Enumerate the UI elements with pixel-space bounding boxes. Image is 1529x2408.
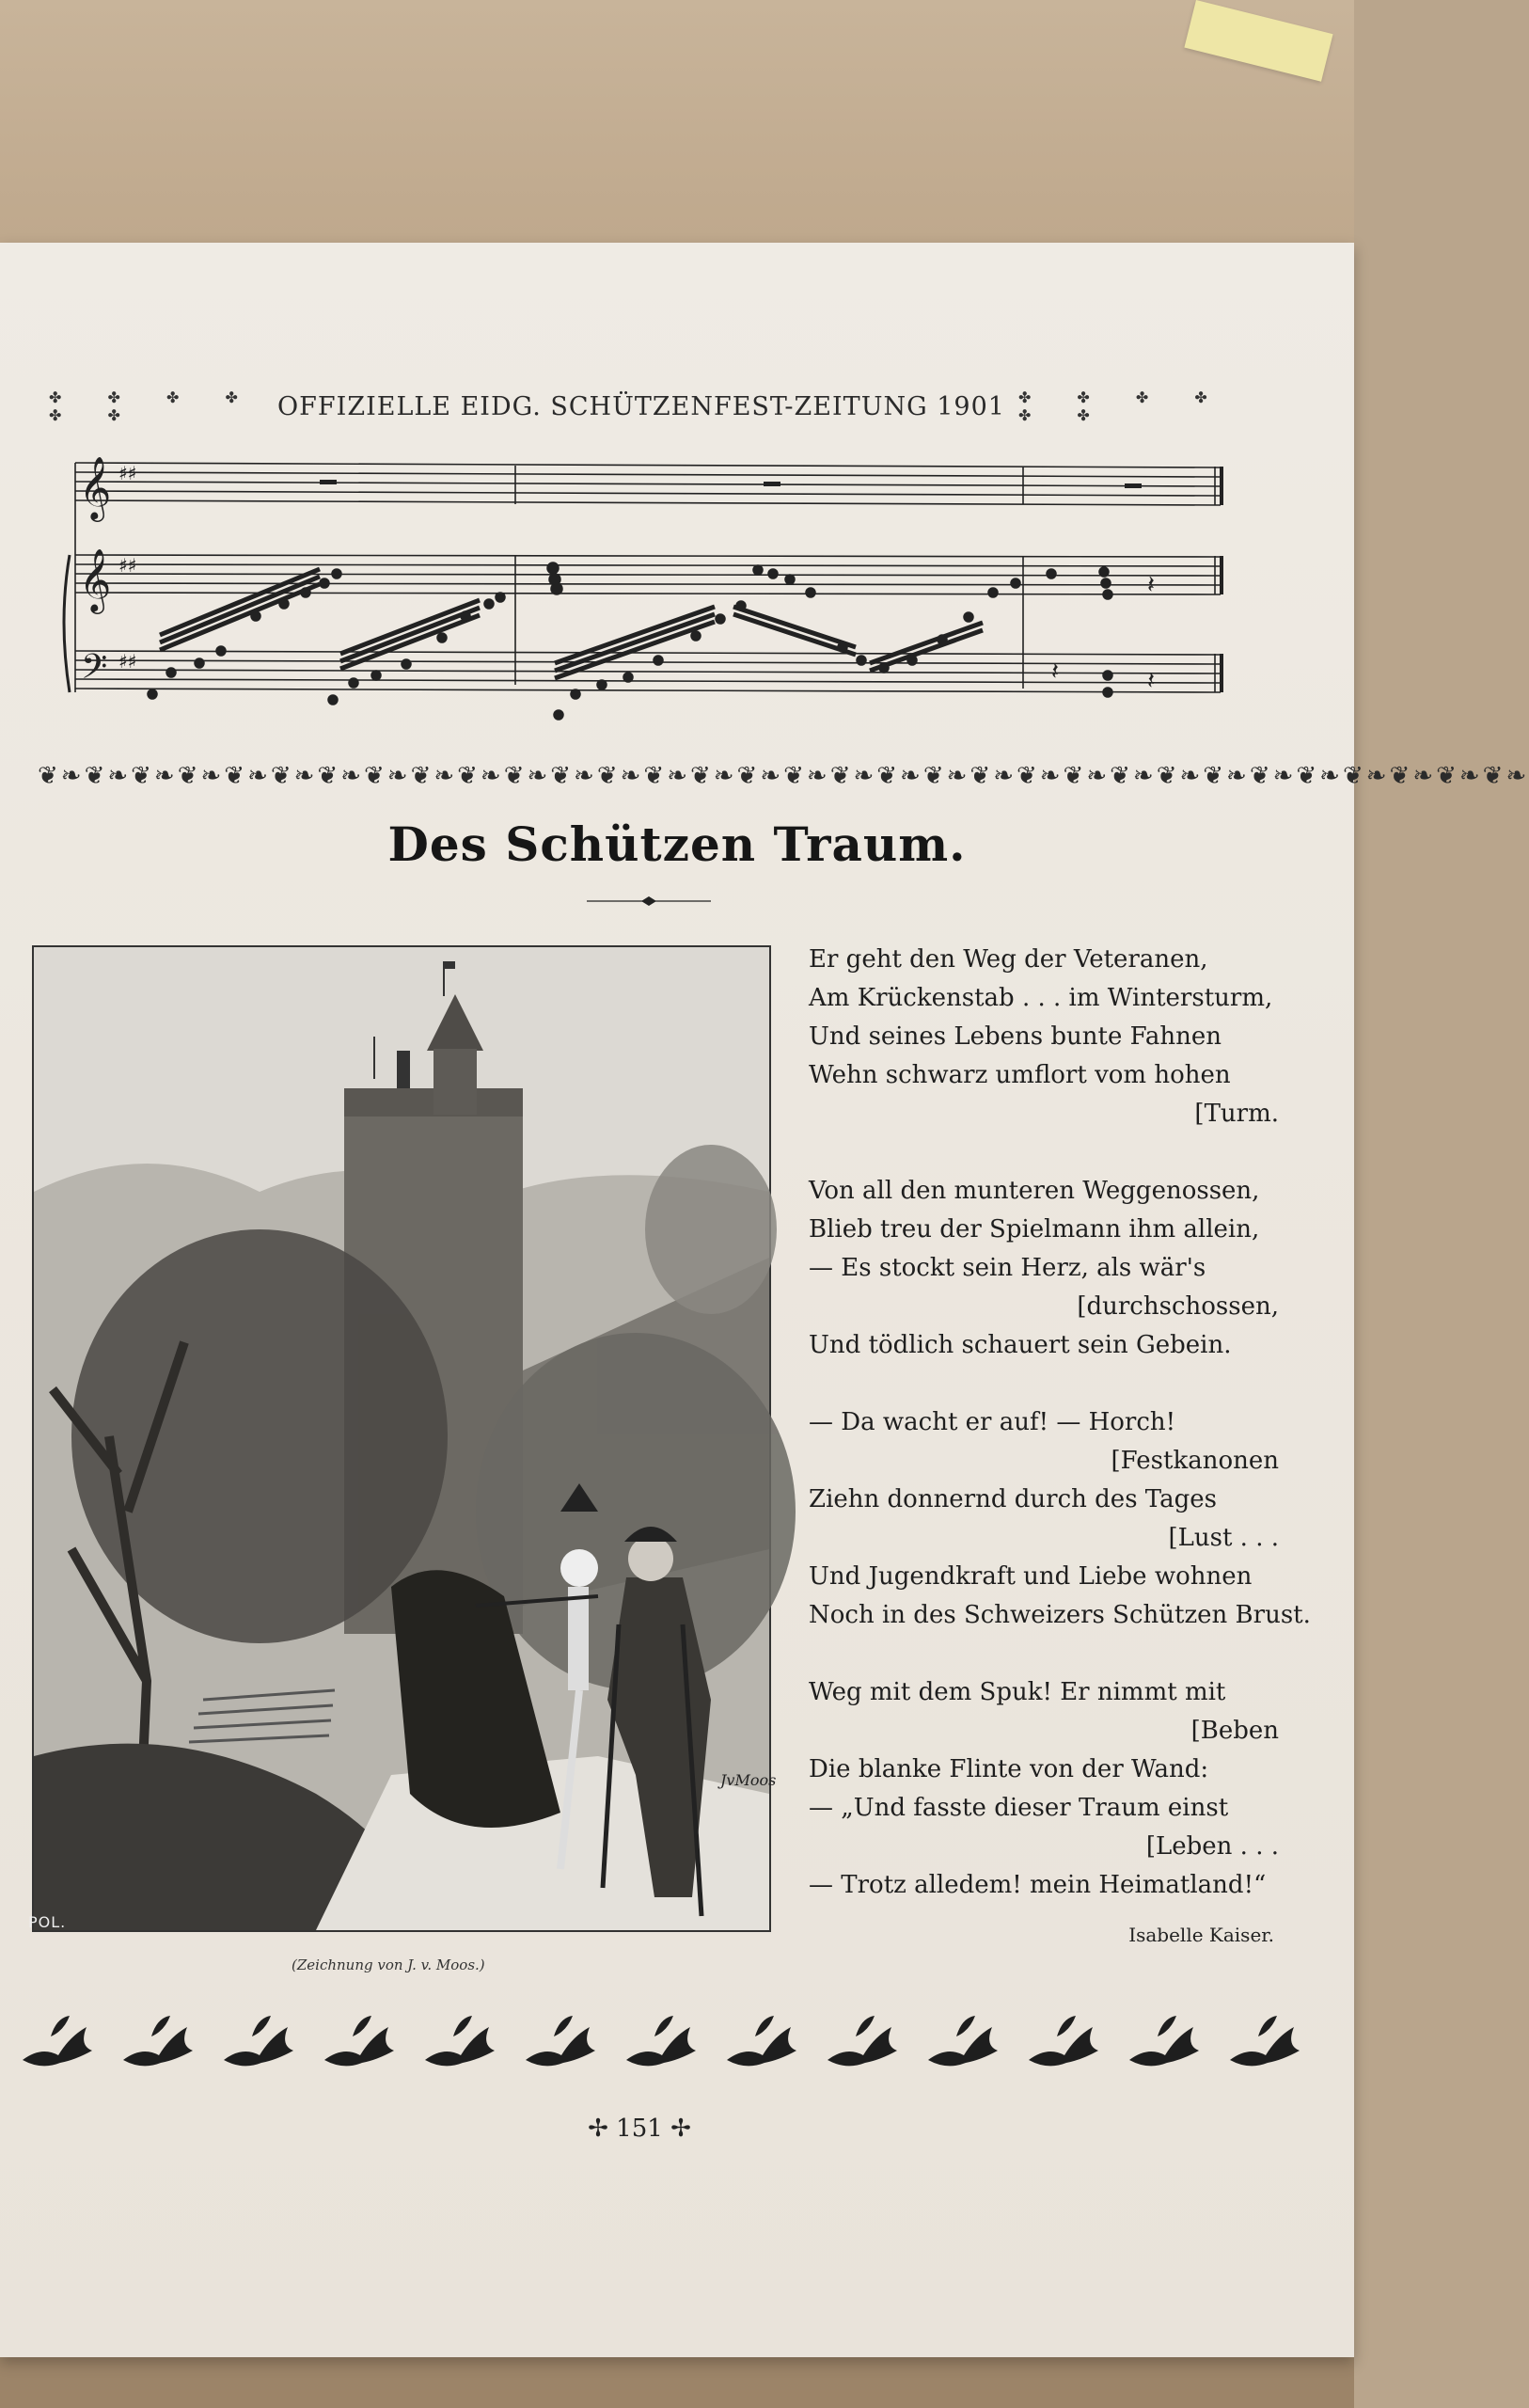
floral-ornament-icon [717, 2008, 808, 2074]
poem-line: Die blanke Flinte von der Wand: [809, 1755, 1209, 1783]
floral-ornament-icon [214, 2008, 305, 2074]
treble-clef-2: 𝄞 [79, 547, 112, 611]
poem-text [809, 941, 1311, 1943]
floral-ornament-icon [13, 2008, 103, 2074]
bass-clef: 𝄢 [81, 647, 108, 695]
poem-line: — „Und fasste dieser Traum einst [809, 1794, 1229, 1822]
vine-border: ❦❧❦❧❦❧❦❧❦❧❦❧❦❧❦❧❦❧❦❧❦❧❦❧❦❧❦❧❦❧❦❧❦❧❦❧❦❧❦❧❦❧❦❧❦❧❦❧❦❧❦❧❦❧❦❧❦❧❦❧❦❧❦❧ [38, 762, 1529, 790]
floral-ornament-icon [114, 2008, 204, 2074]
poem-author: Isabelle Kaiser. [1128, 1924, 1274, 1946]
poem-line-continuation: [Turm. [1194, 1100, 1279, 1128]
svg-text:𝄽: 𝄽 [1147, 571, 1155, 599]
poem-line: Wehn schwarz umflort vom hohen [809, 1061, 1231, 1089]
svg-text:♯♯: ♯♯ [118, 650, 137, 673]
signature-moos: JvMoos [720, 1771, 777, 1789]
svg-text:𝄽: 𝄽 [1147, 667, 1155, 695]
poem-line: — Da wacht er auf! — Horch! [809, 1408, 1176, 1436]
staff-3-lines [75, 651, 1221, 692]
staff-1-lines [75, 463, 1221, 505]
title-rule-ornament [583, 895, 715, 907]
floral-ornament-icon [1019, 2008, 1110, 2074]
floral-ornament-icon [1221, 2008, 1311, 2074]
floral-ornament-icon [919, 2008, 1009, 2074]
floral-ornament-icon [516, 2008, 607, 2074]
poem-line: Und tödlich schauert sein Gebein. [809, 1331, 1232, 1359]
stanza-2 [809, 1172, 1279, 1365]
illustration-caption: (Zeichnung von J. v. Moos.) [292, 1956, 485, 1973]
poem-line: — Trotz alledem! mein Heimatland!“ [809, 1871, 1267, 1899]
engraving-svg [34, 947, 769, 1930]
poem-line: Er geht den Weg der Veteranen, [809, 945, 1208, 974]
poem-line-continuation: [Beben [1190, 1717, 1279, 1745]
poem-line-continuation: [Lust . . . [1168, 1524, 1279, 1552]
header-ornament-right: ✤ ✤ ✤ ✤ ✤ ✤ [1017, 388, 1228, 424]
svg-text:♯♯: ♯♯ [118, 462, 137, 484]
poem-line-continuation: [Leben . . . [1145, 1832, 1279, 1861]
svg-text:𝄽: 𝄽 [1051, 657, 1059, 686]
poem-line: — Es stockt sein Herz, als wär's [809, 1254, 1206, 1282]
poem-line: Noch in des Schweizers Schützen Brust. [809, 1601, 1311, 1629]
stanza-4 [809, 1673, 1279, 1905]
illustration-veteran-and-death [32, 945, 771, 1932]
page-bottom-edge [0, 2357, 1354, 2408]
floral-ornament-icon [416, 2008, 506, 2074]
poem-line: Von all den munteren Weggenossen, [809, 1177, 1260, 1205]
floral-ornament-icon [617, 2008, 707, 2074]
svg-text:♯♯: ♯♯ [118, 554, 137, 577]
treble-clef-1: 𝄞 [79, 455, 112, 519]
poem-line: Und seines Lebens bunte Fahnen [809, 1022, 1222, 1051]
poem-line: Und Jugendkraft und Liebe wohnen [809, 1562, 1253, 1591]
poem-line: Blieb treu der Spielmann ihm allein, [809, 1215, 1260, 1244]
poem-line-continuation: [durchschossen, [1077, 1292, 1279, 1321]
header-title: OFFIZIELLE EIDG. SCHÜTZENFEST-ZEITUNG 1901 [277, 391, 1005, 421]
stanza-3 [809, 1403, 1311, 1635]
floral-ornament-icon [1120, 2008, 1210, 2074]
running-header [49, 388, 1234, 425]
poem-line: Ziehn donnernd durch des Tages [809, 1485, 1218, 1513]
floral-border [13, 2004, 1311, 2079]
stanza-1 [809, 941, 1279, 1133]
poem-line: Weg mit dem Spuk! Er nimmt mit [809, 1678, 1226, 1706]
poem-line: Am Krückenstab . . . im Wintersturm, [809, 984, 1273, 1012]
page-number: ✢ 151 ✢ [588, 2115, 691, 2143]
floral-ornament-icon [315, 2008, 405, 2074]
header-ornament-left: ✤ ✤ ✤ ✤ ✤ ✤ [49, 388, 259, 424]
floral-ornament-icon [818, 2008, 908, 2074]
music-score [38, 442, 1241, 752]
poem-title: Des Schützen Traum. [387, 816, 967, 872]
signature-pol: POL. [28, 1913, 67, 1931]
poem-line-continuation: [Festkanonen [1111, 1447, 1279, 1475]
